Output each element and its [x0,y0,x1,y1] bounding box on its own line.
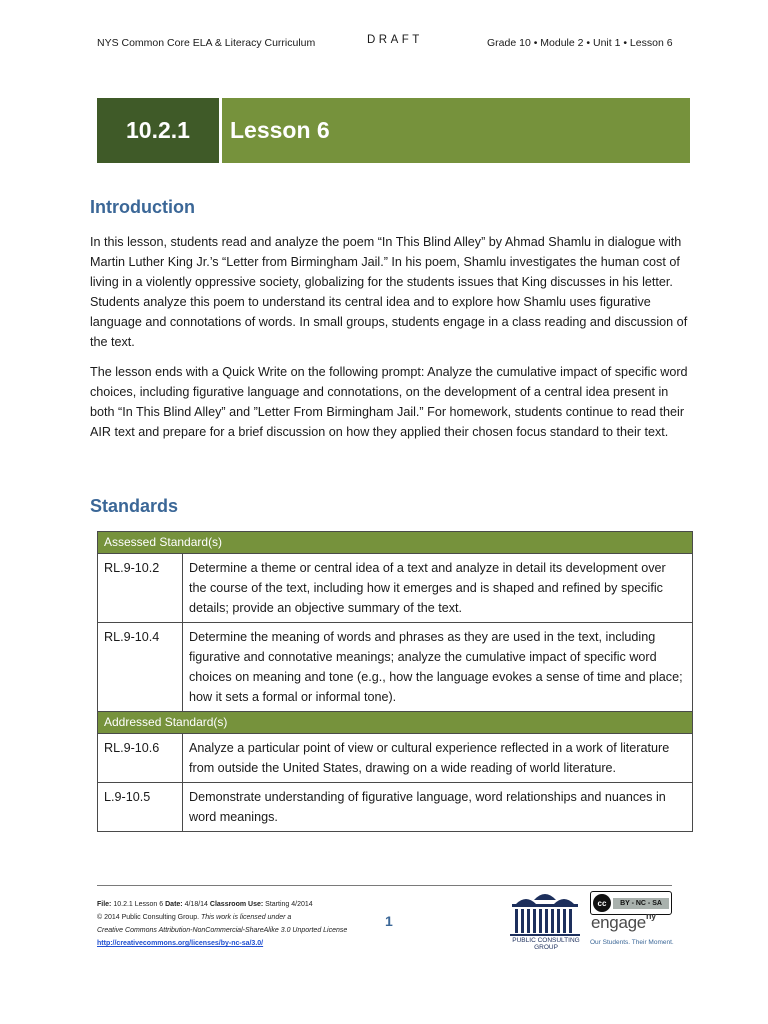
standards-heading: Standards [90,496,179,516]
table-row [98,554,693,623]
file-label: File: [97,901,112,908]
footer-divider [97,885,672,886]
standard-description: Determine a theme or central idea of a text and analyze in detail its development over the course of the text, including how it emerges and is shaped and refined by specific details; provide an objective summary of the text. [183,554,693,623]
standard-code: RL.9-10.4 [98,623,183,712]
standard-description: Determine the meaning of words and phrases as they are used in the text, including figurative and connotative meanings; analyze the cumulative impact of specific word choices on meaning and tone (e.g., how the language evokes a sense of time and place; how it sets a formal or informal tone). [183,623,693,712]
date-value: 4/18/14 [184,901,208,908]
standard-code: L.9-10.5 [98,783,183,832]
engage-wordmark: engage [591,913,646,932]
standards-table [97,531,693,832]
introduction-paragraph-1: In this lesson, students read and analyze the poem “In This Blind Alley” by Ahmad Shamlu in dialogue with Martin Luther King Jr.’s “Letter from Birmingham Jail.” In his poem, Shamlu investigates the human cost of living in a violently oppressive society, globalizing for the students issues that King discusses in his letter. Students analyze this poem to understand its central idea and to explore how Shamlu uses figurative language and connotations of words. In small groups, students engage in a class reading and discussion of the text. [90,235,688,349]
classroom-use-label: Classroom Use: [209,901,264,908]
standard-description: Demonstrate understanding of figurative language, word relationships and nuances in word meanings. [183,783,693,832]
engageny-tagline: Our Students. Their Moment. [590,939,674,946]
header-left: NYS Common Core ELA & Literacy Curriculum [97,37,316,49]
cc-icon: cc [593,894,611,912]
date-label: Date: [165,901,183,908]
standard-code: RL.9-10.6 [98,734,183,783]
header-draft-label: DRAFT [367,34,423,46]
standard-description: Analyze a particular point of view or cultural experience reflected in a work of literature from outside the United States, drawing on a wide reading of world literature. [183,734,693,783]
license-name: Creative Commons Attribution-NonCommercial-ShareAlike 3.0 Unported License [97,927,348,934]
engageny-logo [591,913,656,933]
engage-ny-superscript: ny [645,911,656,921]
lesson-number: 10.2.1 [97,98,219,163]
license-link[interactable]: http://creativecommons.org/licenses/by-nc-sa/3.0/ [97,940,264,947]
introduction-heading: Introduction [90,197,195,217]
lesson-banner [97,98,690,163]
file-value: 10.2.1 Lesson 6 [113,901,164,908]
addressed-section-label: Addressed Standard(s) [98,712,693,734]
license-intro: This work is licensed under a [201,914,292,921]
pcg-name: PUBLIC CONSULTING GROUP [512,937,580,951]
addressed-section-row [98,712,693,734]
copyright-text: © 2014 Public Consulting Group. [97,914,200,921]
lesson-title: Lesson 6 [222,98,690,163]
page-number: 1 [385,913,393,929]
assessed-section-label: Assessed Standard(s) [98,532,693,554]
creative-commons-badge [590,891,672,915]
introduction-paragraph-2: The lesson ends with a Quick Write on the following prompt: Analyze the cumulative impact of specific word choices, including figurative language and connotations, on the development of a central idea present in both “In This Blind Alley” and ”Letter From Birmingham Jail.” For homework, students continue to read their AIR text and prepare for a brief discussion on how they applied their chosen focus standard to their text. [90,365,688,439]
table-row [98,734,693,783]
standard-code: RL.9-10.2 [98,554,183,623]
table-row [98,623,693,712]
classroom-use-value: Starting 4/2014 [265,901,313,908]
footer-info [97,898,347,950]
header-right: Grade 10 • Module 2 • Unit 1 • Lesson 6 [487,37,673,49]
cc-license-terms: BY - NC - SA [613,898,669,909]
assessed-section-row [98,532,693,554]
table-row [98,783,693,832]
